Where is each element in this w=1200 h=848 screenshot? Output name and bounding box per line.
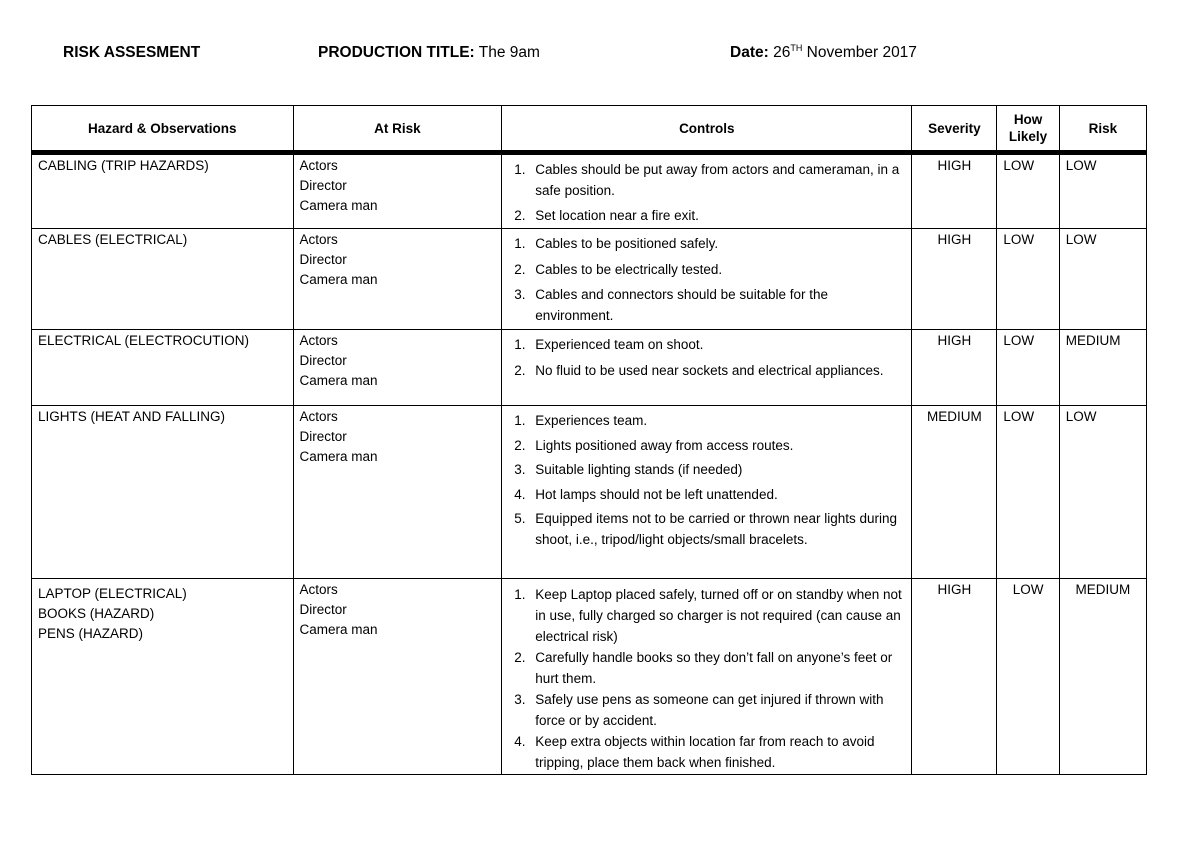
- how-likely-cell: LOW: [997, 229, 1059, 330]
- control-number: 2.: [514, 261, 526, 277]
- severity-cell: HIGH: [912, 153, 997, 229]
- at-risk-item: Actors: [299, 582, 338, 597]
- at-risk-item: Camera man: [299, 272, 378, 287]
- at-risk-item: Director: [299, 252, 347, 267]
- severity-cell: HIGH: [912, 229, 997, 330]
- control-item: [508, 160, 905, 201]
- controls-cell: [502, 153, 912, 229]
- at-risk-item: Camera man: [299, 198, 378, 213]
- hazard-item: CABLING (TRIP HAZARDS): [38, 158, 209, 173]
- risk-assessment-table: [31, 105, 1147, 775]
- at-risk-item: Actors: [299, 333, 338, 348]
- at-risk-cell: [293, 579, 502, 775]
- controls-list: [508, 156, 905, 227]
- document-title: RISK ASSESMENT: [63, 44, 201, 61]
- at-risk-item: Camera man: [299, 373, 378, 388]
- controls-cell: [502, 330, 912, 406]
- production-title-value: The 9am: [478, 44, 540, 61]
- production-title-label: PRODUCTION TITLE:: [318, 44, 475, 61]
- risk-cell: LOW: [1059, 229, 1146, 330]
- controls-list: [508, 407, 905, 550]
- control-item: [508, 411, 905, 432]
- control-number: 1.: [514, 236, 526, 251]
- at-risk-cell: [293, 153, 502, 229]
- risk-cell: MEDIUM: [1059, 579, 1146, 775]
- control-number: 2.: [514, 437, 526, 453]
- hazard-item: CABLES (ELECTRICAL): [38, 232, 188, 247]
- control-text: Equipped items not to be carried or thrown near lights during shoot, i.e., tripod/light objects/small bracelets.: [535, 511, 898, 547]
- controls-list: [508, 580, 905, 773]
- control-text: Lights positioned away from access routes.: [535, 437, 794, 453]
- hazard-cell: [32, 579, 294, 775]
- control-number: 3.: [514, 462, 526, 477]
- control-text: Cables to be positioned safely.: [535, 236, 719, 251]
- how-likely-cell: LOW: [997, 330, 1059, 406]
- severity-cell: MEDIUM: [912, 406, 997, 579]
- at-risk-item: Director: [299, 178, 347, 193]
- control-item: [508, 361, 905, 382]
- control-text: Keep extra objects within location far from reach to avoid tripping, place them back when finished.: [535, 734, 875, 770]
- control-text: Cables should be put away from actors and cameraman, in a safe position.: [535, 162, 900, 198]
- severity-cell: HIGH: [912, 330, 997, 406]
- at-risk-item: Actors: [299, 158, 338, 173]
- control-item: [508, 436, 905, 457]
- controls-list: [508, 331, 905, 381]
- control-item: [508, 234, 905, 255]
- how-likely-cell: LOW: [997, 579, 1059, 775]
- hazard-item: LIGHTS (HEAT AND FALLING): [38, 409, 226, 424]
- date-day: 26: [773, 44, 791, 61]
- control-number: 1.: [514, 162, 526, 177]
- hazard-cell: [32, 153, 294, 229]
- date-label: Date:: [730, 44, 769, 61]
- controls-cell: [502, 579, 912, 775]
- control-text: Cables to be electrically tested.: [535, 261, 723, 277]
- document-header: [0, 44, 1200, 66]
- control-number: 4.: [514, 734, 526, 749]
- control-text: Suitable lighting stands (if needed): [535, 462, 743, 477]
- hazard-cell: [32, 330, 294, 406]
- date-month-year: November 2017: [806, 44, 917, 61]
- how-likely-cell: LOW: [997, 406, 1059, 579]
- risk-cell: MEDIUM: [1059, 330, 1146, 406]
- at-risk-item: Actors: [299, 409, 338, 424]
- document-date: [730, 44, 917, 62]
- control-number: 1.: [514, 587, 526, 602]
- control-number: 2.: [514, 650, 526, 665]
- controls-cell: [502, 229, 912, 330]
- control-item: [508, 260, 905, 281]
- column-header-risk: Risk: [1059, 106, 1146, 153]
- control-item: [508, 647, 905, 689]
- how-likely-cell: LOW: [997, 153, 1059, 229]
- hazard-item: ELECTRICAL (ELECTROCUTION): [38, 333, 250, 348]
- controls-cell: [502, 406, 912, 579]
- control-item: [508, 689, 905, 731]
- risk-cell: LOW: [1059, 153, 1146, 229]
- hazard-item: BOOKS (HAZARD): [38, 606, 155, 621]
- control-item: [508, 206, 905, 227]
- control-number: 2.: [514, 208, 526, 223]
- column-header-hazard: Hazard & Observations: [32, 106, 294, 153]
- at-risk-cell: [293, 330, 502, 406]
- control-number: 1.: [514, 413, 526, 428]
- control-number: 2.: [514, 362, 526, 378]
- control-item: [508, 584, 905, 647]
- column-header-how-likely: How Likely: [997, 106, 1059, 153]
- control-text: No fluid to be used near sockets and electrical appliances.: [535, 362, 884, 378]
- control-text: Carefully handle books so they don’t fall on anyone’s feet or hurt them.: [535, 650, 893, 686]
- control-text: Set location near a fire exit.: [535, 208, 699, 223]
- table-row: [32, 579, 1147, 775]
- at-risk-item: Director: [299, 353, 347, 368]
- date-suffix: TH: [790, 43, 803, 53]
- at-risk-item: Actors: [299, 232, 338, 247]
- hazard-item: PENS (HAZARD): [38, 626, 144, 641]
- table-row: [32, 330, 1147, 406]
- table-header-row: [32, 106, 1147, 153]
- column-header-controls: Controls: [502, 106, 912, 153]
- control-number: 3.: [514, 287, 526, 302]
- table-row: [32, 229, 1147, 330]
- at-risk-item: Camera man: [299, 449, 378, 464]
- control-text: Cables and connectors should be suitable for the environment.: [535, 287, 828, 323]
- control-number: 1.: [514, 337, 526, 352]
- at-risk-cell: [293, 406, 502, 579]
- column-header-at-risk: At Risk: [293, 106, 502, 153]
- hazard-cell: [32, 406, 294, 579]
- control-item: [508, 509, 905, 550]
- control-text: Keep Laptop placed safely, turned off or on standby when not in use, fully charged so charger is not required (can cause an electrical risk): [535, 587, 902, 644]
- at-risk-item: Camera man: [299, 622, 378, 637]
- production-title: [318, 44, 540, 62]
- controls-list: [508, 230, 905, 326]
- table-row: [32, 153, 1147, 229]
- control-item: [508, 460, 905, 481]
- control-item: [508, 485, 905, 506]
- hazard-cell: [32, 229, 294, 330]
- at-risk-item: Director: [299, 602, 347, 617]
- at-risk-cell: [293, 229, 502, 330]
- table-row: [32, 406, 1147, 579]
- at-risk-item: Director: [299, 429, 347, 444]
- control-item: [508, 335, 905, 356]
- control-text: Experienced team on shoot.: [535, 337, 704, 352]
- hazard-item: LAPTOP (ELECTRICAL): [38, 586, 187, 601]
- column-header-severity: Severity: [912, 106, 997, 153]
- control-text: Safely use pens as someone can get injured if thrown with force or by accident.: [535, 692, 884, 728]
- control-item: [508, 285, 905, 326]
- control-number: 3.: [514, 692, 526, 707]
- severity-cell: HIGH: [912, 579, 997, 775]
- control-number: 5.: [514, 511, 526, 526]
- control-number: 4.: [514, 486, 526, 502]
- control-text: Experiences team.: [535, 413, 648, 428]
- control-item: [508, 731, 905, 773]
- control-text: Hot lamps should not be left unattended.: [535, 486, 778, 502]
- risk-cell: LOW: [1059, 406, 1146, 579]
